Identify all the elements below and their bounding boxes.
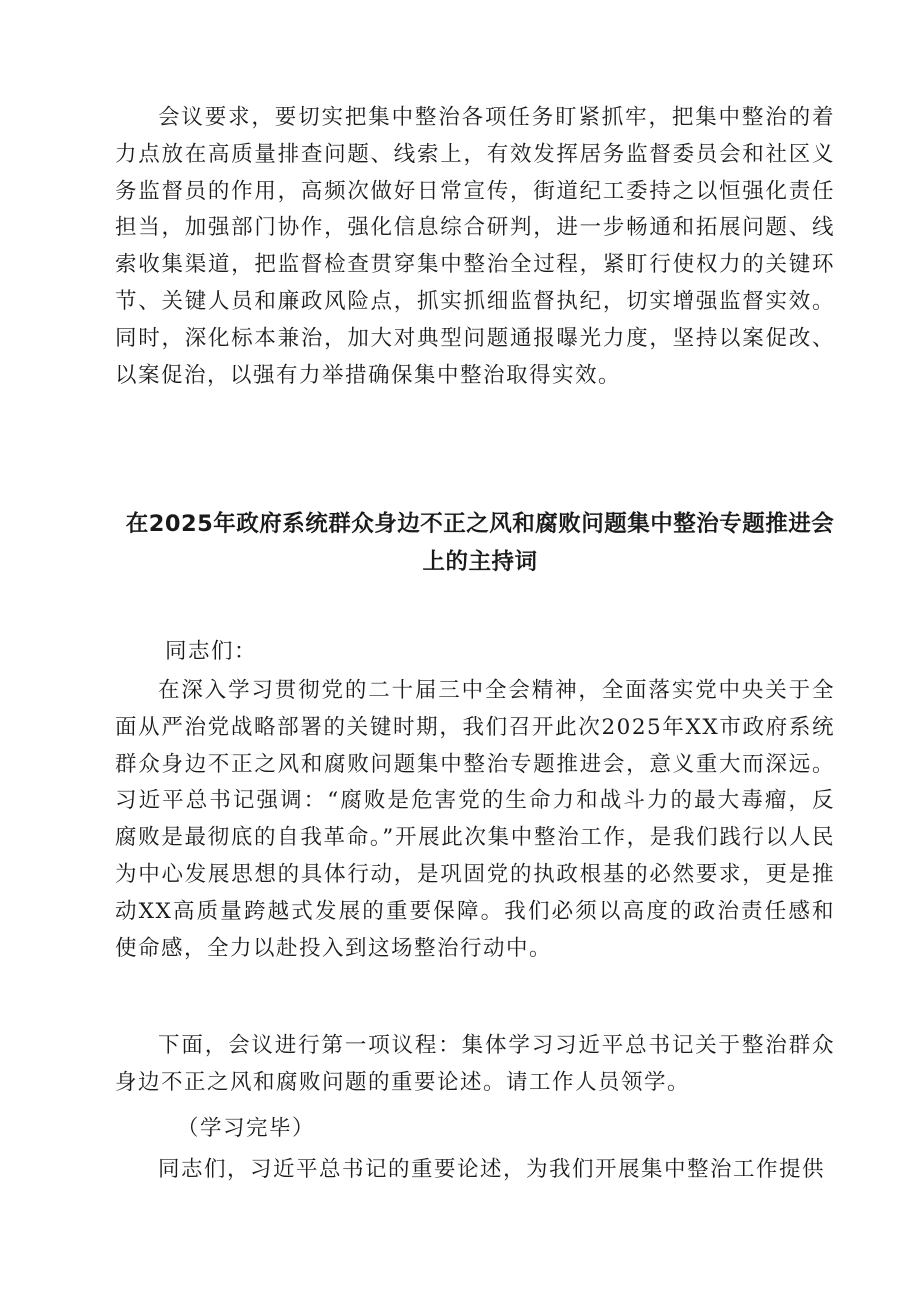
body-paragraph: 同志们，习近平总书记的重要论述，为我们开展集中整治工作提供	[158, 1157, 826, 1182]
body-paragraph: 在深入学习贯彻党的二十届三中全会精神，全面落实党中央关于全面从严治党战略部署的关键时期，我们召开此次2025年XX市政府系统群众身边不正之风和腐败问题集中整治专题推进会，意义重大而深远。习近平总书记强调：“腐败是危害党的生命力和战斗力的最大毒瘤，反腐败是最彻底的自我革命。”开展此次集中整治工作，是我们践行以人民为中心发展思想的具体行动，是巩固党的执政根基的必然要求，更是推动XX高质量跨越式发展的重要保障。我们必须以高度的政治责任感和使命感，全力以赴投入到这场整治行动中。	[115, 678, 835, 961]
parenthetical-note: （学习完毕）	[177, 1116, 316, 1141]
salutation: 同志们：	[165, 639, 258, 664]
body-paragraph: 下面，会议进行第一项议程：集体学习习近平总书记关于整治群众身边不正之风和腐败问题的重要论述。请工作人员领学。	[115, 1033, 835, 1095]
document-title: 在2025年政府系统群众身边不正之风和腐败问题集中整治专题推进会上的主持词	[125, 511, 835, 575]
body-paragraph: 会议要求，要切实把集中整治各项任务盯紧抓牢，把集中整治的着力点放在高质量排查问题、线索上，有效发挥居务监督委员会和社区义务监督员的作用，高频次做好日常宣传，街道纪工委持之以恒强化责任担当，加强部门协作，强化信息综合研判，进一步畅通和拓展问题、线索收集渠道，把监督检查贯穿集中整治全过程，紧盯行使权力的关键环节、关键人员和廉政风险点，抓实抓细监督执纪，切实增强监督实效。同时，深化标本兼治，加大对典型问题通报曝光力度，坚持以案促改、以案促治，以强有力举措确保集中整治取得实效。	[115, 105, 835, 388]
